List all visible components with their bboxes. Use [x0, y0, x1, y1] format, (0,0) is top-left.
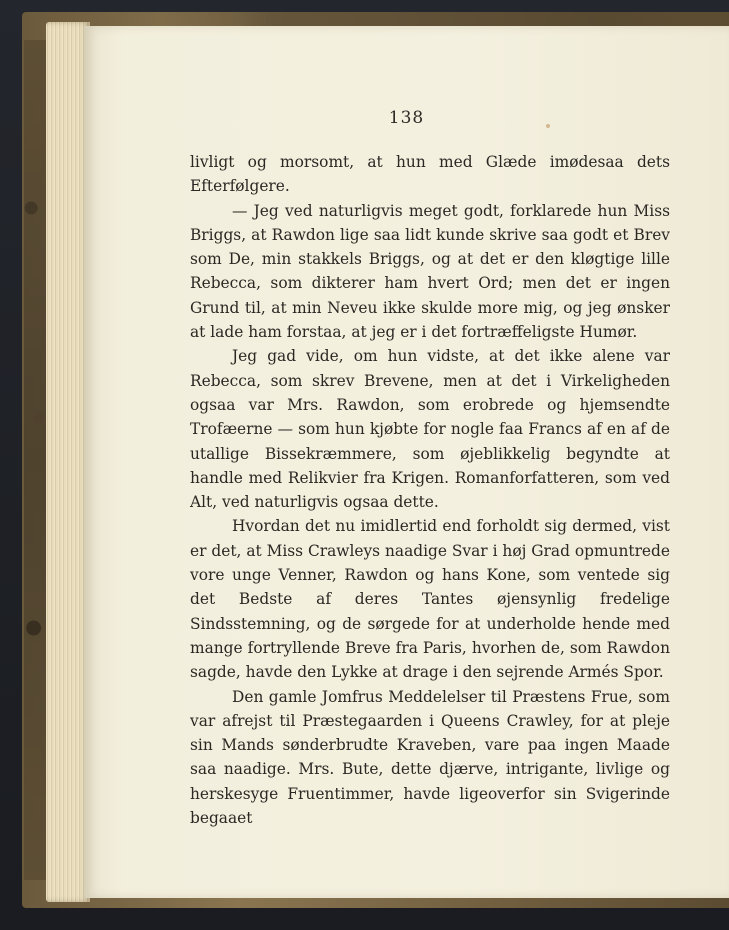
paragraph-2: — Jeg ved naturligvis meget godt, forklarede hun Miss Briggs, at Rawdon lige saa lidt kunde skrive saa godt et Brev som De, min stakkels Briggs, og at det er den kløgtige lille Rebecca, som dikterer ham hvert Ord; men det er ingen Grund til, at min Neveu ikke skulde more mig, og jeg ønsker at lade ham forstaa, at jeg er i det fortræffeligste Humør.: [190, 201, 670, 342]
marbled-cover-edge: [24, 40, 48, 880]
book-page: [84, 26, 729, 898]
paragraph-1: livligt og morsomt, at hun med Glæde imødesaa dets Efterfølgere.: [190, 153, 670, 196]
page-text: [190, 150, 670, 830]
page-number: 138: [388, 108, 425, 128]
paragraph-5: Den gamle Jomfrus Meddelelser til Præstens Frue, som var afrejst til Præstegaarden i Queens Crawley, for at pleje sin Mands sønderbrudte Kraveben, vare paa ingen Maade saa naadige. Mrs. Bute, dette djærve, intrigante, livlige og herskesyge Fruentimmer, havde ligeoverfor sin Svigerinde begaaet: [190, 687, 670, 828]
paragraph-3: Jeg gad vide, om hun vidste, at det ikke alene var Rebecca, som skrev Brevene, men at det i Virkeligheden ogsaa var Mrs. Rawdon, som erobrede og hjemsendte Trofæerne — som hun kjøbte for nogle faa Francs af en af de utallige Bissekræmmere, som øjeblikkelig begyndte at handle med Relikvier fra Krigen. Romanforfatteren, som ved Alt, ved naturligvis ogsaa dette.: [190, 347, 670, 512]
top-edge-shadow: [160, 12, 720, 26]
paragraph-4: Hvordan det nu imidlertid end forholdt sig dermed, vist er det, at Miss Crawleys naadige Svar i høj Grad opmuntrede vore unge Venner, Rawdon og hans Kone, som ventede sig det Bedste af deres Tantes øjensynlig fredelige Sindsstemning, og de sørgede for at underholde hende med mange fortryllende Breve fra Paris, hvorhen de, som Rawdon sagde, havde den Lykke at drage i den sejrende Armés Spor.: [190, 517, 670, 682]
